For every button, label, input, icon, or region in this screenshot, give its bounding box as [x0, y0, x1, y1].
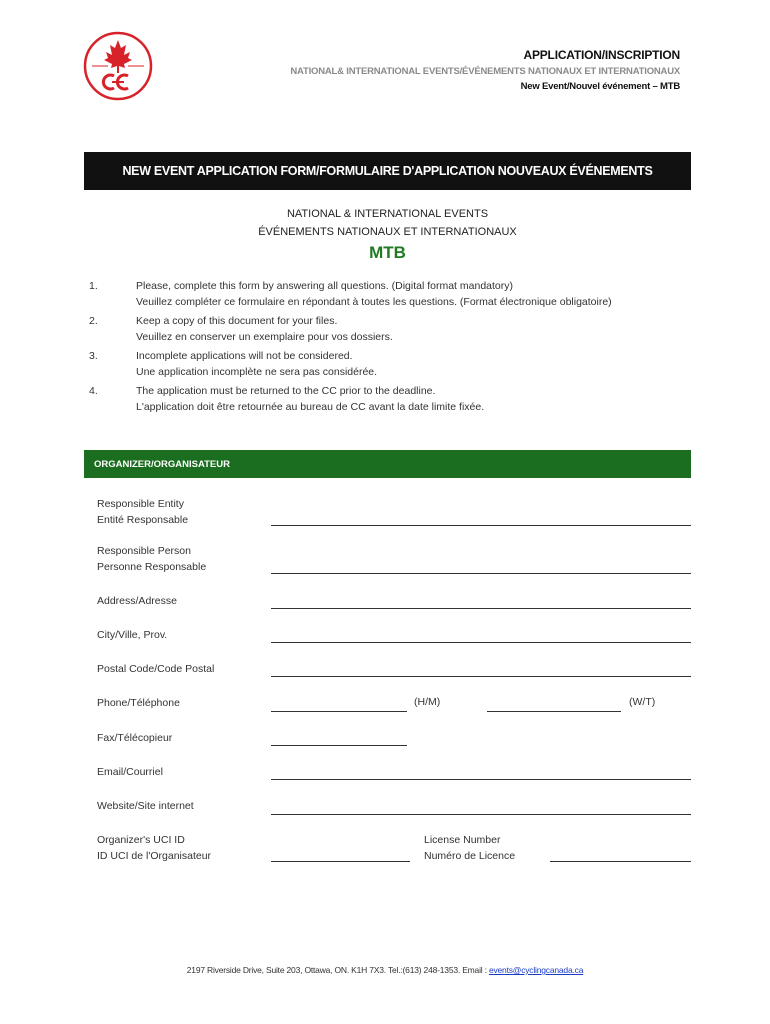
- header-subtitle: NATIONAL& INTERNATIONAL EVENTS/ÉVÉNEMENTS NATIONAUX ET INTERNATIONAUX: [290, 66, 680, 77]
- instruction-number: 2.: [89, 315, 98, 327]
- section-title: ORGANIZER/ORGANISATEUR: [94, 458, 230, 470]
- header-event-line: New Event/Nouvel événement – MTB: [520, 81, 680, 92]
- postal-code-label: Postal Code/Code Postal: [97, 663, 215, 675]
- instruction-english: Incomplete applications will not be considered.: [136, 350, 353, 362]
- city-field[interactable]: [271, 642, 691, 643]
- header-title: APPLICATION/INSCRIPTION: [523, 48, 680, 62]
- phone-label: Phone/Téléphone: [97, 697, 180, 709]
- website-label: Website/Site internet: [97, 800, 194, 812]
- address-field[interactable]: [271, 608, 691, 609]
- label-english: Responsible Entity: [97, 498, 184, 510]
- label-french: ID UCI de l'Organisateur: [97, 850, 212, 862]
- instruction-english: The application must be returned to the CC prior to the deadline.: [136, 385, 436, 397]
- uci-id-label: [97, 832, 211, 864]
- responsible-entity-label: [97, 496, 188, 528]
- label-french: Personne Responsable: [97, 561, 207, 573]
- responsible-entity-field[interactable]: [271, 525, 691, 526]
- label-english: Responsible Person: [97, 545, 191, 557]
- instruction-french: Veuillez compléter ce formulaire en répondant à toutes les questions. (Format électronique obligatoire): [136, 295, 612, 308]
- phone-work-field[interactable]: [487, 711, 621, 712]
- city-label: City/Ville, Prov.: [97, 629, 168, 641]
- instruction-french: Veuillez en conserver un exemplaire pour vos dossiers.: [136, 330, 393, 343]
- form-title: NEW EVENT APPLICATION FORM/FORMULAIRE D'APPLICATION NOUVEAUX ÉVÉNEMENTS: [122, 164, 653, 178]
- license-number-field[interactable]: [550, 861, 691, 862]
- document-header: [290, 48, 680, 92]
- label-french: Numéro de Licence: [424, 850, 516, 862]
- instruction-number: 3.: [89, 350, 98, 362]
- uci-id-field[interactable]: [271, 861, 410, 862]
- footer: [0, 965, 770, 975]
- section-header-organizer: [84, 450, 691, 478]
- email-field[interactable]: [271, 779, 691, 780]
- instruction-english: Please, complete this form by answering all questions. (Digital format mandatory): [136, 280, 513, 292]
- phone-work-unit: (W/T): [629, 696, 656, 708]
- phone-home-field[interactable]: [271, 711, 407, 712]
- website-field[interactable]: [271, 814, 691, 815]
- instruction-number: 1.: [89, 280, 98, 292]
- phone-home-unit: (H/M): [414, 696, 441, 708]
- address-label: Address/Adresse: [97, 595, 177, 607]
- responsible-person-field[interactable]: [271, 573, 691, 574]
- form-title-bar: [84, 152, 691, 190]
- fax-label: Fax/Télécopieur: [97, 732, 173, 744]
- fax-field[interactable]: [271, 745, 407, 746]
- instruction-number: 4.: [89, 385, 98, 397]
- email-label: Email/Courriel: [97, 766, 163, 778]
- instruction-english: Keep a copy of this document for your files.: [136, 315, 338, 327]
- label-french: Entité Responsable: [97, 514, 189, 526]
- footer-email-link[interactable]: events@cyclingcanada.ca: [488, 965, 584, 975]
- footer-address: 2197 Riverside Drive, Suite 203, Ottawa, ON. K1H 7X3. Tel.:(613) 248-1353. Email :: [186, 965, 489, 975]
- label-english: Organizer's UCI ID: [97, 834, 185, 846]
- label-english: License Number: [424, 834, 501, 846]
- instruction-french: L'application doit être retournée au bureau de CC avant la date limite fixée.: [136, 400, 485, 413]
- subtitle-french: ÉVÉNEMENTS NATIONAUX ET INTERNATIONAUX: [258, 226, 517, 238]
- instruction-french: Une application incomplète ne sera pas considérée.: [136, 365, 378, 378]
- postal-code-field[interactable]: [271, 676, 691, 677]
- cycling-canada-logo: [82, 30, 154, 102]
- responsible-person-label: [97, 543, 206, 575]
- license-number-label: [424, 832, 515, 864]
- subtitle-english: NATIONAL & INTERNATIONAL EVENTS: [286, 208, 489, 220]
- discipline-label: MTB: [369, 243, 406, 262]
